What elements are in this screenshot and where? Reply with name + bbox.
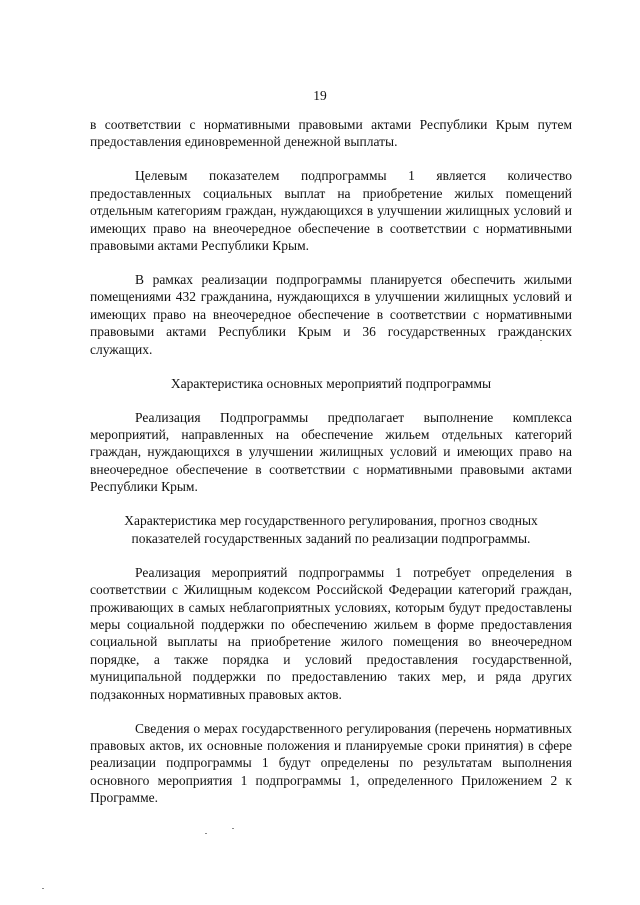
scan-speck [540, 340, 542, 341]
spacer [90, 703, 572, 720]
paragraph-regulation-information: Сведения о мерах государственного регулирования (перечень нормативных правовых актов, их основные положения и планируемые сроки принятия) в сфере реализации подпрограммы 1 будут определены по результатам выполнения основного мероприятия 1 подпрограммы 1, определенного Приложением 2 к Программе. [90, 720, 572, 806]
paragraph-planned-results: В рамках реализации подпрограммы планируется обеспечить жилыми помещениями 432 гражданина, нуждающихся в улучшении жилищных условий и имеющих право на внеочередное обеспечение в соответствии с нормативными правовыми актами Республики Крым и 36 государственных гражданских служащих. [90, 272, 572, 357]
spacer [90, 496, 572, 513]
spacer [90, 547, 572, 564]
paragraph-regulation-measures: Реализация мероприятий подпрограммы 1 потребует определения в соответствии с Жилищным кодексом Российской Федерации категорий граждан, проживающих в самых неблагоприятных условиях, которым будут предоставлены меры социальной поддержки по обеспечению жильем в форме предоставления социальной выплаты на приобретение жилого помещения во внеочередном порядке, а также порядка и условий предоставления государственной, муниципальной поддержки по предоставлению таких мер, и ряда других подзаконных нормативных правовых актов. [90, 564, 572, 702]
document-body [90, 116, 572, 807]
spacer [90, 254, 572, 271]
spacer [90, 392, 572, 409]
spacer [90, 358, 572, 375]
paragraph-activities-description: Реализация Подпрограммы предполагает выполнение комплекса мероприятий, направленных на обеспечение жильем отдельных категорий граждан, нуждающихся в улучшении жилищных условий и имеющих право на внеочередное обеспечение в соответствии с нормативными правовыми актами Республики Крым. [90, 409, 572, 495]
paragraph-intro-continuation: в соответствии с нормативными правовыми актами Республики Крым путем предоставления единовременной денежной выплаты. [90, 117, 572, 150]
section-heading-state-regulation: Характеристика мер государственного регулирования, прогноз сводных показателей государственных заданий по реализации подпрограммы. [124, 513, 538, 546]
scan-speck [232, 828, 234, 829]
spacer [90, 151, 572, 168]
scan-speck [205, 833, 207, 834]
page-number: 19 [313, 88, 327, 103]
scan-speck [42, 888, 44, 889]
section-heading-main-activities: Характеристика основных мероприятий подпрограммы [170, 375, 492, 391]
paragraph-target-indicator: Целевым показателем подпрограммы 1 является количество предоставленных социальных выплат на приобретение жилых помещений отдельным категориям граждан, нуждающихся в улучшении жилищных условий и имеющих право на внеочередное обеспечение в соответствии с нормативными правовыми актами Республики Крым. [90, 168, 572, 254]
